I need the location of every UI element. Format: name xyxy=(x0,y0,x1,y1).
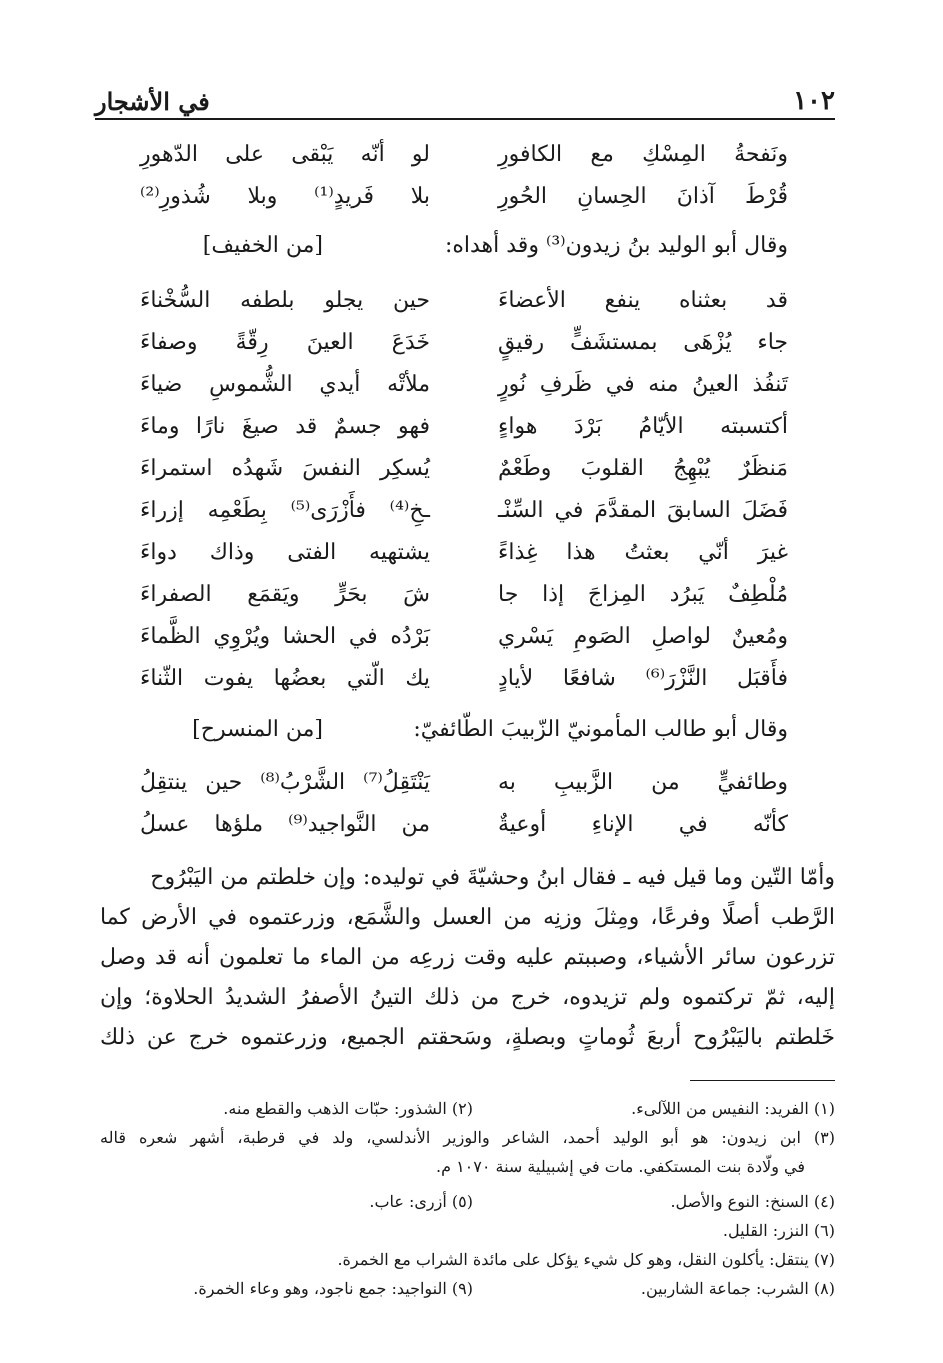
verse-second-hemistich: من النَّواجيد⁽⁹⁾ ملؤها عسلُ xyxy=(140,811,430,837)
verse-first-hemistich: غيرَ أنّي بعثتُ هذا غِذاءً xyxy=(498,539,788,565)
verse-second-hemistich: شَ بحَرٍّ ويَقمَع الصفراءَ xyxy=(140,581,430,607)
poem-intro xyxy=(202,226,788,266)
page-number: ١٠٢ xyxy=(793,86,835,116)
verse-line xyxy=(140,448,788,488)
footnote: (١) الفريد: النفيس من اللآلىء. xyxy=(631,1099,835,1118)
footnote: (٩) النواجيد: جمع ناجود، وهو وعاء الخمرة. xyxy=(193,1279,473,1298)
verse-first-hemistich: مُلْطِفٌ يَبرُد المِزاجَ إذا جا xyxy=(498,581,788,607)
footnote: (٧) ينتقل: يأكلون النقل، وهو كل شيء يؤكل على مائدة الشراب مع الخمرة. xyxy=(337,1250,835,1269)
paragraph-line: الرَّطب أصلًا وفرعًا، ومِثلَ وزنِه من العسل والشَّمَع، وزرعتموه في الأرض كما xyxy=(100,905,835,930)
verse-second-hemistich: يك الّتي بعضُها يفوت الثّناءَ xyxy=(140,665,430,691)
verse-first-hemistich: ونَفحةُ المِسْكِ مع الكافورِ xyxy=(498,141,788,167)
footnote: (٢) الشذور: حبّات الذهب والقطع منه. xyxy=(223,1099,473,1118)
verse-line xyxy=(140,804,788,844)
paragraph-line: تزرعون سائر الأشياء، وصببتم عليه وقت زرعِه من الماء ما تعلمون أنه قد وصل xyxy=(100,945,835,970)
verse-second-hemistich: حين يجلو بلطفه السُّخْناءَ xyxy=(140,287,430,313)
verse-line xyxy=(140,616,788,656)
poem-intro-text: وقال أبو الوليد بنُ زيدون⁽³⁾ وقد أهداه: xyxy=(444,233,788,258)
footnote: (٥) أزرى: عاب. xyxy=(369,1192,473,1211)
footnote: (٨) الشرب: جماعة الشاربين. xyxy=(640,1279,835,1298)
verse-first-hemistich: قُرْطَ آذانَ الحِسانِ الحُورِ xyxy=(498,183,788,209)
verse-first-hemistich: ومُعينٌ لواصلِ الصَومِ يَسْري xyxy=(498,623,788,649)
verse-second-hemistich: لو أنّه يَبْقى على الدّهورِ xyxy=(140,141,430,167)
verse-line xyxy=(140,134,788,174)
poem-meter: [من المنسرح] xyxy=(192,717,323,742)
verse-second-hemistich: بلا فَريدٍ⁽¹⁾ وبلا شُذورِ⁽²⁾ xyxy=(140,183,430,209)
verse-first-hemistich: أكتسبته الأيّامُ بَرْدَ هواءٍ xyxy=(498,413,788,439)
verse-line xyxy=(140,532,788,572)
verse-line xyxy=(140,406,788,446)
footnote: (٤) السنخ: النوع والأصل. xyxy=(670,1192,835,1211)
verse-line xyxy=(140,364,788,404)
verse-line xyxy=(140,490,788,530)
verse-second-hemistich: يُسكِر النفسَ شَهدُه استمراءَ xyxy=(140,455,430,481)
verse-second-hemistich: بَرْدُه في الحشا ويُرْوِي الظَّماءَ xyxy=(140,623,430,649)
verse-second-hemistich: فهو جسمٌ قد صيغَ نارًا وماءَ xyxy=(140,413,430,439)
footnote: (٣) ابن زيدون: هو أبو الوليد أحمد، الشاعر والوزير الأندلسي، ولد في قرطبة، أشهر شعره قاله xyxy=(100,1128,836,1147)
footnote-continuation: في ولّادة بنت المستكفي. مات في إشبيلية سنة ١٠٧٠ م. xyxy=(435,1157,805,1176)
verse-first-hemistich: وطائفيٍّ من الزَّبيبِ به xyxy=(498,769,788,795)
verse-line xyxy=(140,280,788,320)
verse-first-hemistich: فأَقبَل النَّزْرَ⁽⁶⁾ شافعًا لأيادٍ xyxy=(498,665,788,691)
verse-first-hemistich: تَنفُذ العينُ منه في ظَرفِ نُورٍ xyxy=(498,371,788,397)
verse-second-hemistich: يَنْتَقِلُ⁽⁷⁾ الشَّرْبُ⁽⁸⁾ حين ينتقِلُ xyxy=(140,769,430,795)
paragraph-line: وأمّا التّين وما قيل فيه ـ فقال ابنُ وحشيّةَ في توليده: وإن خلطتم من اليَبْرُوح xyxy=(150,865,835,890)
paragraph-line: خَلطتم باليَبْرُوح أربعَ ثُوماتٍ وبصلةٍ، وسَحقتم الجميع، وزرعتموه خرج عن ذلك xyxy=(100,1025,836,1050)
verse-second-hemistich: خَدَعَ العينَ رِقّةً وصفاءَ xyxy=(140,329,430,355)
header-rule xyxy=(95,118,835,120)
verse-second-hemistich: ملأتْه أيدي الشُّموسِ ضياءَ xyxy=(140,371,430,397)
verse-second-hemistich: ـخِ⁽⁴⁾ فأَزْرَى⁽⁵⁾ بِطَعْمِه إزراءَ xyxy=(140,497,430,523)
paragraph-line: إليه، ثمّ تركتموه ولم تزيدوه، خرج من ذلك التينُ الأصفرُ الشديدُ الحلاوة؛ وإن xyxy=(100,985,835,1010)
verse-line xyxy=(140,762,788,802)
footnote: (٦) النزر: القليل. xyxy=(722,1221,835,1240)
poem-intro xyxy=(192,710,788,750)
verse-first-hemistich: فَضَلَ السابقَ المقدَّمَ في السِّنْـ xyxy=(498,497,788,523)
verse-line xyxy=(140,322,788,362)
verse-first-hemistich: جاء يُزْهَى بمستشَفٍّ رقيقٍ xyxy=(498,329,788,355)
verse-first-hemistich: مَنظَرٌ يُبْهِجُ القلوبَ وطَعْمٌ xyxy=(498,455,788,481)
verse-line xyxy=(140,574,788,614)
footnote-rule xyxy=(690,1080,835,1081)
verse-first-hemistich: كأنّه في الإناءِ أوعيةٌ xyxy=(498,811,788,837)
verse-second-hemistich: يشتهيه الفتى وذاك دواءَ xyxy=(140,539,430,565)
verse-line xyxy=(140,658,788,698)
poem-intro-text: وقال أبو طالب المأمونيّ الزّبيبَ الطّائفيّ: xyxy=(413,717,788,742)
verse-first-hemistich: قد بعثناه ينفع الأعضاءَ xyxy=(498,287,788,313)
verse-line xyxy=(140,176,788,216)
page-header xyxy=(95,80,835,116)
running-title: في الأشجار xyxy=(95,87,210,116)
poem-meter: [من الخفيف] xyxy=(202,233,323,258)
